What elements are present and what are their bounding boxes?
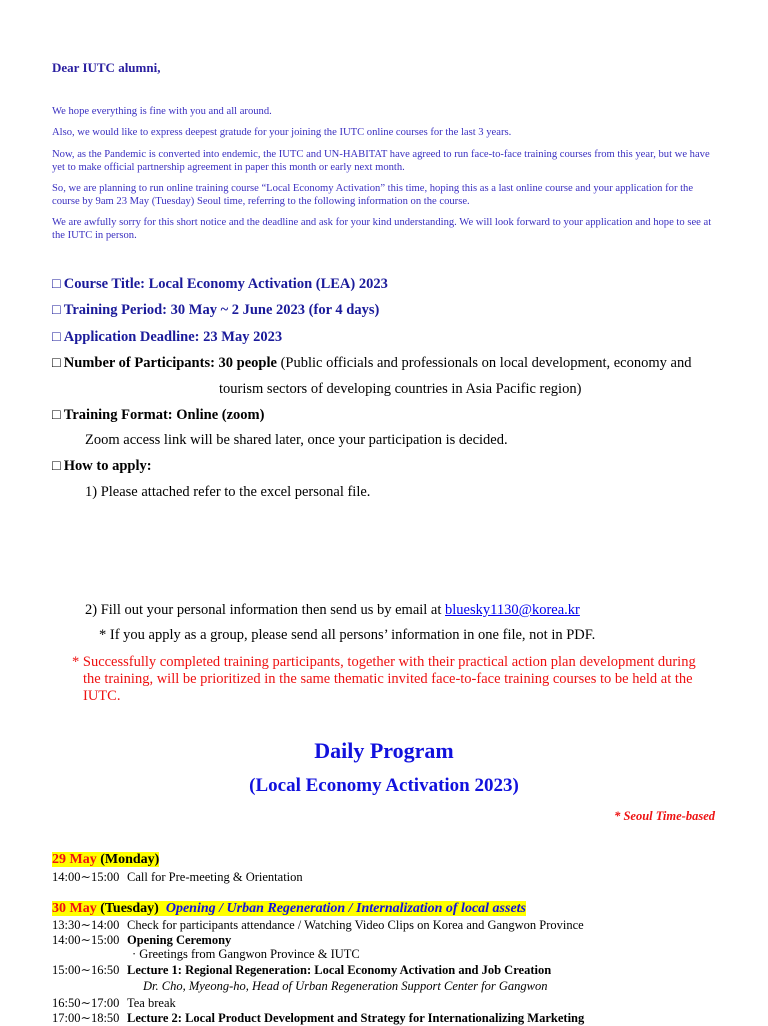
- participants-note: (Public officials and professionals on local development, economy and: [276, 355, 692, 371]
- checkbox-glyph: □: [52, 329, 61, 345]
- step-2-text: 2) Fill out your personal information then send us by email at: [85, 602, 446, 618]
- how-to-apply: How to apply:: [63, 458, 152, 474]
- schedule-time: 13:30∼14:00: [52, 918, 120, 932]
- schedule-row: [52, 932, 231, 948]
- checkbox-glyph: □: [52, 355, 61, 371]
- schedule-text: Call for Pre-meeting & Orientation: [127, 870, 303, 884]
- time-note: * Seoul Time-based: [614, 809, 715, 823]
- course-title-item: [52, 276, 388, 293]
- format-note: Zoom access link will be shared later, once your participation is decided.: [85, 432, 508, 448]
- deadline-item: [52, 329, 282, 346]
- schedule-row: [52, 869, 303, 885]
- schedule-row: [52, 962, 551, 978]
- schedule-time: 17:00∼18:50: [52, 1011, 120, 1025]
- schedule-row: [52, 917, 584, 933]
- priority-note-line-2: the training, will be prioritized in the same thematic invited face-to-face training courses to be held at the: [83, 671, 693, 687]
- priority-note-line-3: IUTC.: [83, 688, 121, 704]
- greeting: Dear IUTC alumni,: [52, 60, 161, 75]
- day-2-weekday: (Tuesday): [96, 901, 159, 916]
- participants-item: [52, 355, 691, 372]
- day-1-date: 29 May: [52, 852, 97, 867]
- schedule-time: 16:50∼17:00: [52, 996, 120, 1010]
- group-note: * If you apply as a group, please send all persons’ information in one file, not in PDF.: [99, 627, 596, 643]
- schedule-text: Opening Ceremony: [127, 933, 232, 947]
- step-2: [85, 602, 580, 619]
- day-1-weekday: (Monday): [96, 852, 160, 867]
- schedule-row: [52, 995, 176, 1011]
- intro-paragraph: We hope everything is fine with you and all around.: [52, 106, 272, 117]
- intro-paragraph: We are awfully sorry for this short notice and the deadline and ask for your kind understanding. We will look forward to your application and hope to see at the IUTC in person.: [52, 217, 712, 241]
- intro-paragraph: Also, we would like to express deepest gratude for your joining the IUTC online courses for the last 3 years.: [52, 127, 512, 138]
- training-period: Training Period: 30 May ~ 2 June 2023 (for 4 days): [63, 302, 380, 318]
- step-1: 1) Please attached refer to the excel personal file.: [85, 484, 371, 500]
- schedule-text: Lecture 1: Regional Regeneration: Local Economy Activation and Job Creation: [127, 963, 552, 977]
- how-to-apply-item: [52, 458, 152, 475]
- training-format: Training Format: Online (zoom): [63, 407, 265, 423]
- schedule-text: Check for participants attendance / Watching Video Clips on Korea and Gangwon Province: [127, 918, 584, 932]
- checkbox-glyph: □: [52, 276, 61, 292]
- day-2-theme: Opening / Urban Regeneration / Internalization of local assets: [165, 901, 527, 916]
- schedule-time: 14:00∼15:00: [52, 933, 120, 947]
- application-deadline: Application Deadline: 23 May 2023: [63, 329, 283, 345]
- training-period-item: [52, 302, 379, 319]
- program-subtitle: (Local Economy Activation 2023): [249, 775, 519, 796]
- intro-paragraph: Now, as the Pandemic is converted into endemic, the IUTC and UN-HABITAT have agreed to run face-to-face training courses from this year, but we have yet to make official partnership agreement in paper this month or early next month.: [52, 149, 710, 173]
- day-2-header: [52, 901, 526, 917]
- schedule-subrow: · Greetings from Gangwon Province & IUTC: [132, 947, 360, 961]
- participants-label: Number of Participants: 30 people: [63, 355, 277, 371]
- checkbox-glyph: □: [52, 458, 61, 474]
- participants-note-continued: tourism sectors of developing countries in Asia Pacific region): [219, 381, 582, 397]
- schedule-text: Lecture 2: Local Product Development and Strategy for Internationalizing Marketing: [127, 1011, 585, 1025]
- course-title: Course Title: Local Economy Activation (LEA) 2023: [63, 276, 388, 292]
- schedule-time: 14:00∼15:00: [52, 870, 120, 884]
- schedule-text: Tea break: [127, 996, 176, 1010]
- schedule-time: 15:00∼16:50: [52, 963, 120, 977]
- day-1-header: [52, 852, 159, 868]
- lecturer-name: Dr. Cho, Myeong-ho, Head of Urban Regeneration Support Center for Gangwon: [143, 979, 548, 993]
- program-title: Daily Program: [314, 738, 454, 763]
- checkbox-glyph: □: [52, 407, 61, 423]
- format-item: [52, 407, 264, 424]
- email-link[interactable]: bluesky1130@korea.kr: [445, 602, 580, 618]
- checkbox-glyph: □: [52, 302, 61, 318]
- intro-paragraph: So, we are planning to run online training course “Local Economy Activation” this time, hoping this as a last online course and your application for the course by 9am 23 May (Tuesday) Seoul time, referring to the following information on the course.: [52, 183, 694, 207]
- day-2-date: 30 May: [52, 901, 97, 916]
- priority-note-line-1: * Successfully completed training participants, together with their practical action plan development during: [72, 654, 696, 670]
